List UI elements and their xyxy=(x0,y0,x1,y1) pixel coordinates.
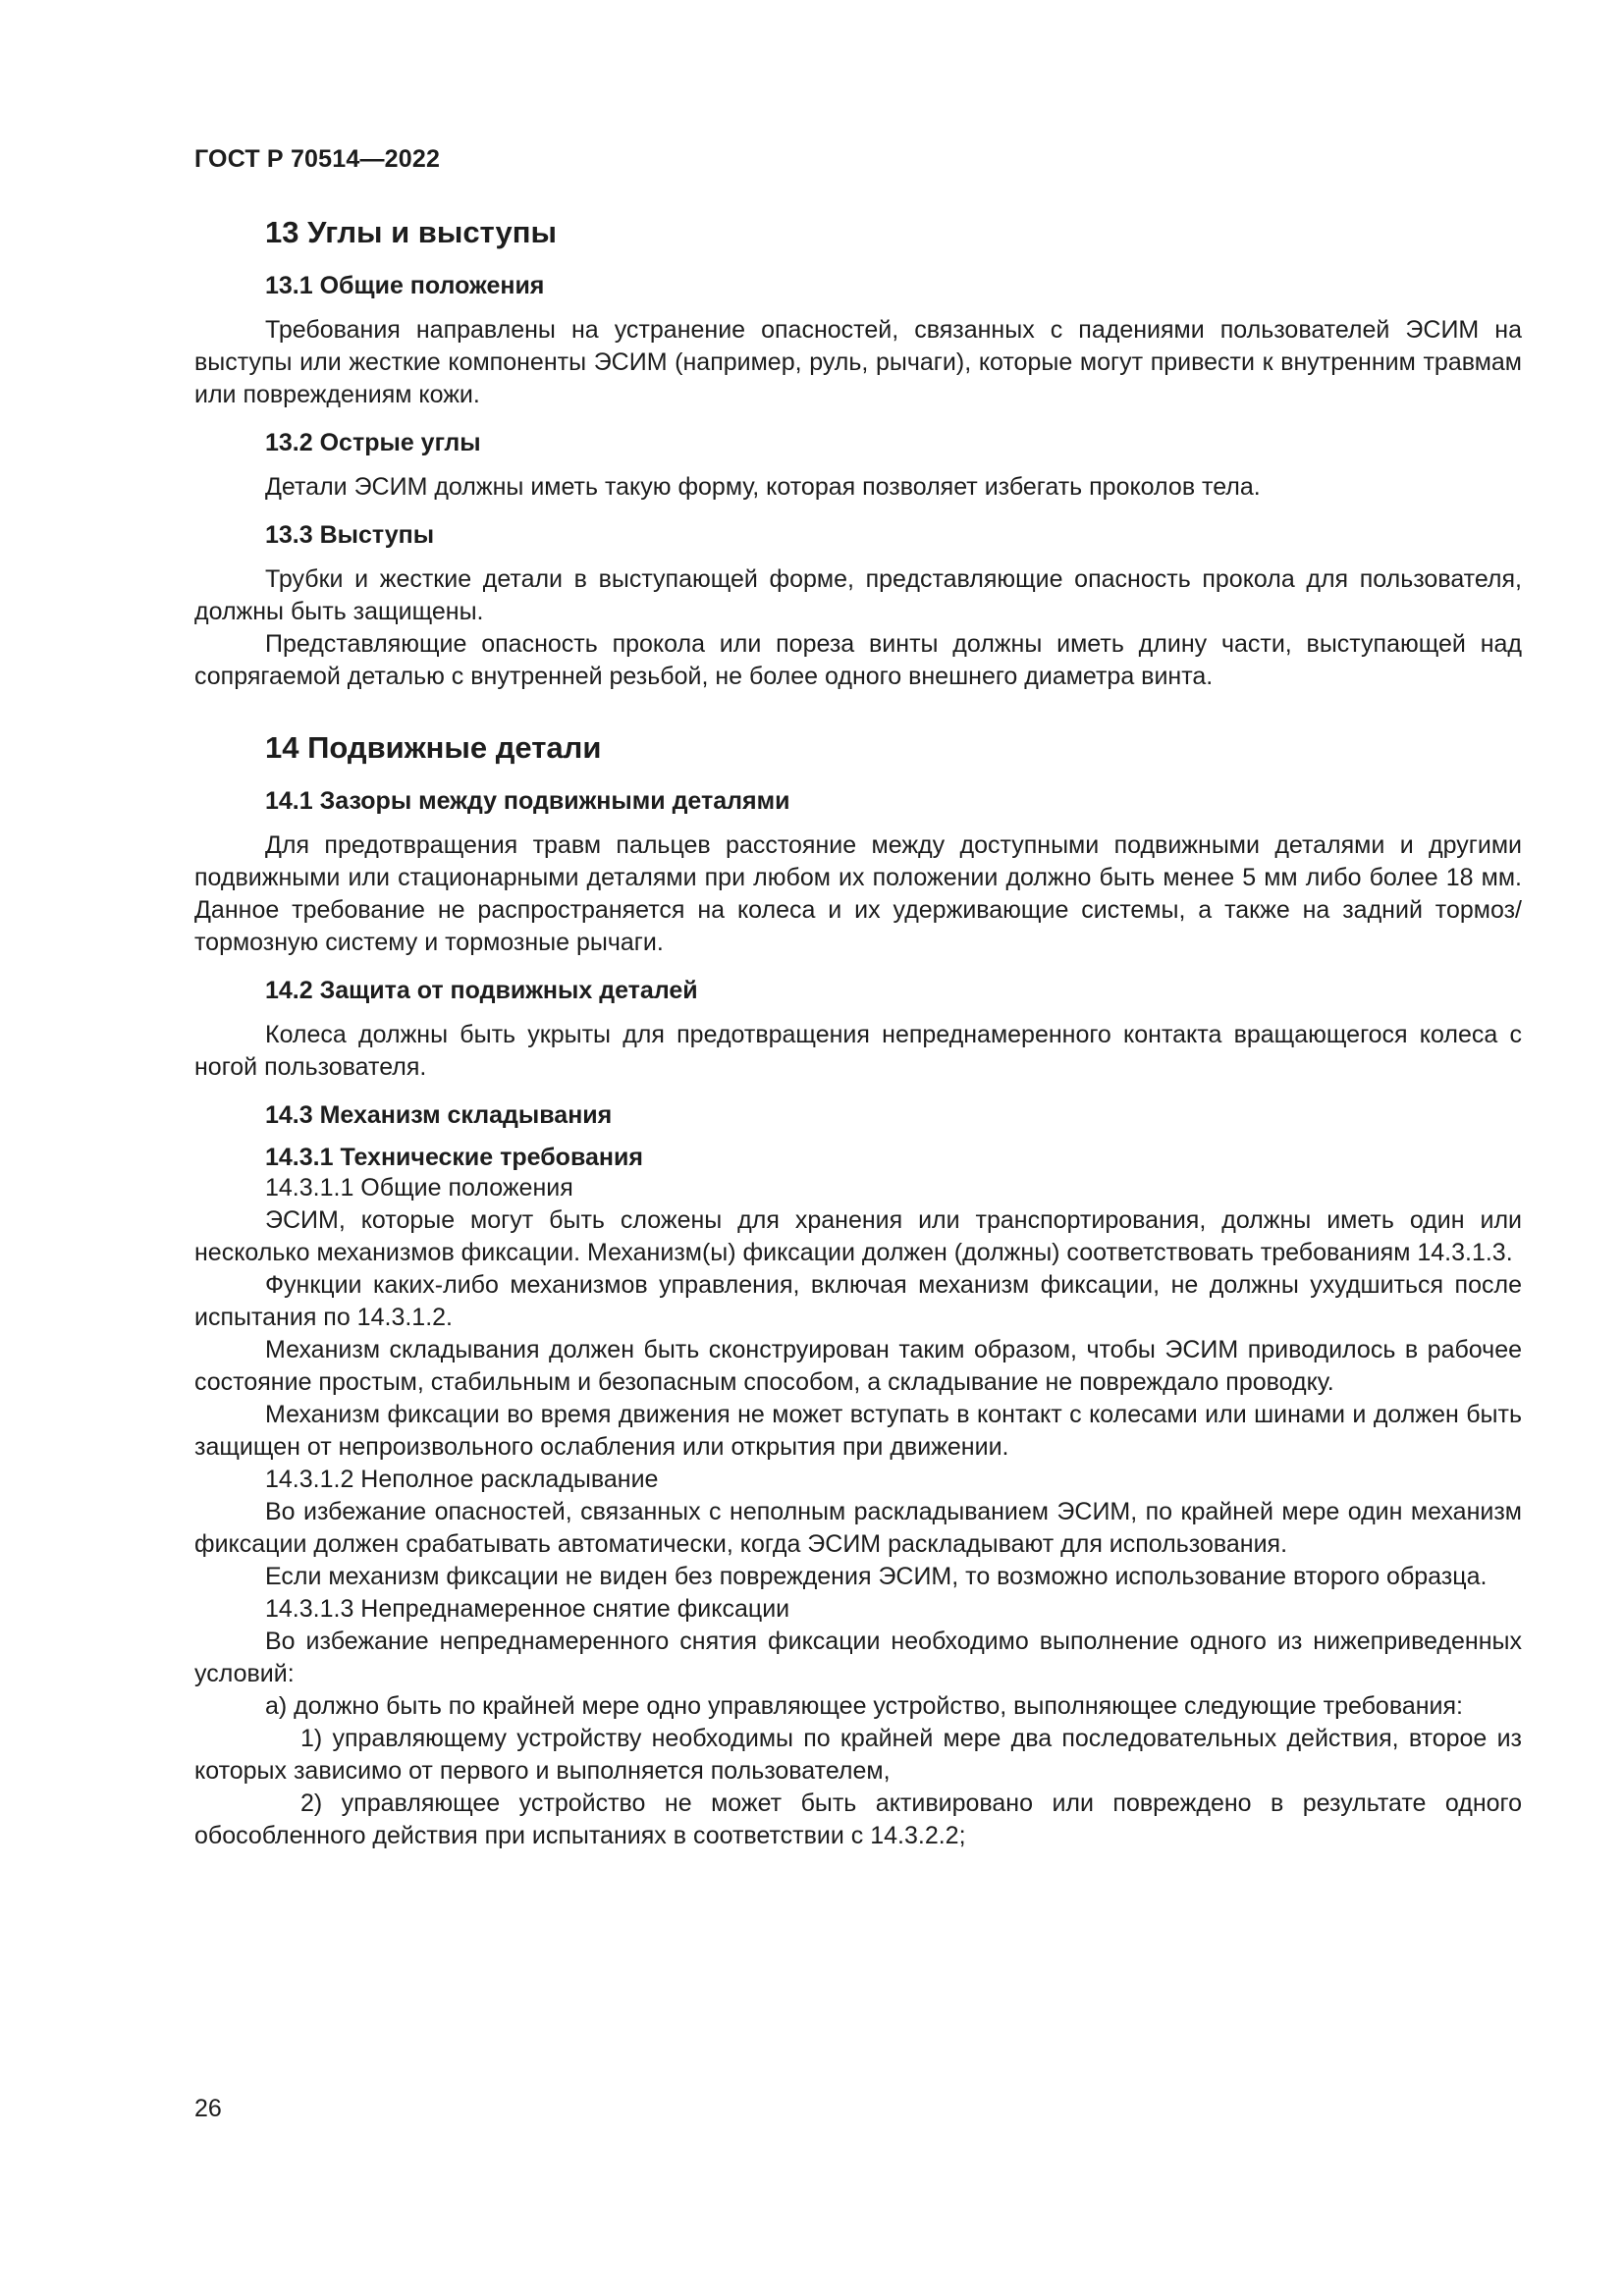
paragraph: Трубки и жесткие детали в выступающей форме, представляющие опасность прокола для пользователя, должны быть защищены. xyxy=(194,565,1522,625)
paragraph: Механизм складывания должен быть сконструирован таким образом, чтобы ЭСИМ приводилось в рабочее состояние простым, стабильным и безопасным способом, а складывание не повреждало проводку. xyxy=(194,1336,1522,1396)
paragraph: Представляющие опасность прокола или пореза винты должны иметь длину части, выступающей над сопрягаемой деталью с внутренней резьбой, не более одного внешнего диаметра винта. xyxy=(194,630,1522,690)
paragraph: Во избежание опасностей, связанных с неполным раскладыванием ЭСИМ, по крайней мере один механизм фиксации должен срабатывать автоматически, когда ЭСИМ раскладывают для использования. xyxy=(194,1498,1522,1558)
list-item: а) должно быть по крайней мере одно управляющее устройство, выполняющее следующие требования: xyxy=(265,1692,1463,1720)
subsection-14-3-1-2-title: 14.3.1.2 Неполное раскладывание xyxy=(265,1466,659,1493)
section-14-heading: 14 Подвижные детали xyxy=(265,730,602,765)
section-14-3-heading: 14.3 Механизм складывания xyxy=(265,1101,613,1129)
subsection-14-3-1-3-title: 14.3.1.3 Непреднамеренное снятие фиксации xyxy=(265,1595,790,1623)
paragraph: Функции каких-либо механизмов управления, включая механизм фиксации, не должны ухудшиться после испытания по 14.3.1.2. xyxy=(194,1271,1522,1331)
document-header: ГОСТ Р 70514—2022 xyxy=(194,145,441,173)
list-item: 1) управляющему устройству необходимы по крайней мере два последовательных действия, второе из которых зависимо от первого и выполняется пользователем, xyxy=(194,1725,1522,1785)
paragraph: Детали ЭСИМ должны иметь такую форму, которая позволяет избегать проколов тела. xyxy=(265,473,1261,501)
paragraph: Во избежание непреднамеренного снятия фиксации необходимо выполнение одного из нижеприведенных условий: xyxy=(194,1628,1522,1687)
paragraph: ЭСИМ, которые могут быть сложены для хранения или транспортирования, должны иметь один или несколько механизмов фиксации. Механизм(ы) фиксации должен (должны) соответствовать требованиям 14.3.1.3. xyxy=(194,1206,1522,1266)
section-13-heading: 13 Углы и выступы xyxy=(265,215,557,249)
section-14-3-1-heading: 14.3.1 Технические требования xyxy=(265,1144,643,1171)
list-item: 2) управляющее устройство не может быть активировано или повреждено в результате одного обособленного действия при испытаниях в соответствии с 14.3.2.2; xyxy=(194,1789,1522,1849)
section-14-1-heading: 14.1 Зазоры между подвижными деталями xyxy=(265,787,790,815)
section-13-3-heading: 13.3 Выступы xyxy=(265,521,435,549)
section-13-2-heading: 13.2 Острые углы xyxy=(265,429,481,456)
paragraph: Если механизм фиксации не виден без повреждения ЭСИМ, то возможно использование второго образца. xyxy=(265,1563,1488,1590)
paragraph: Для предотвращения травм пальцев расстояние между доступными подвижными деталями и другими подвижными или стационарными деталями при любом их положении должно быть менее 5 мм либо более 18 мм. Данное требование не распространяется на колеса и их удерживающие системы, а также на задний тормоз/тормозную систему и тормозные рычаги. xyxy=(194,831,1522,956)
document-page xyxy=(194,145,1522,1852)
section-13-1-heading: 13.1 Общие положения xyxy=(265,272,545,299)
paragraph: Механизм фиксации во время движения не может вступать в контакт с колесами или шинами и должен быть защищен от непроизвольного ослабления или открытия при движении. xyxy=(194,1401,1522,1461)
subsection-14-3-1-1-title: 14.3.1.1 Общие положения xyxy=(265,1174,573,1201)
section-14-2-heading: 14.2 Защита от подвижных деталей xyxy=(265,977,698,1004)
paragraph: Требования направлены на устранение опасностей, связанных с падениями пользователей ЭСИМ на выступы или жесткие компоненты ЭСИМ (например, руль, рычаги), которые могут привести к внутренним травмам или повреждениям кожи. xyxy=(194,316,1522,408)
page-number: 26 xyxy=(194,2095,222,2122)
paragraph: Колеса должны быть укрыты для предотвращения непреднамеренного контакта вращающегося колеса с ногой пользователя. xyxy=(194,1021,1522,1081)
